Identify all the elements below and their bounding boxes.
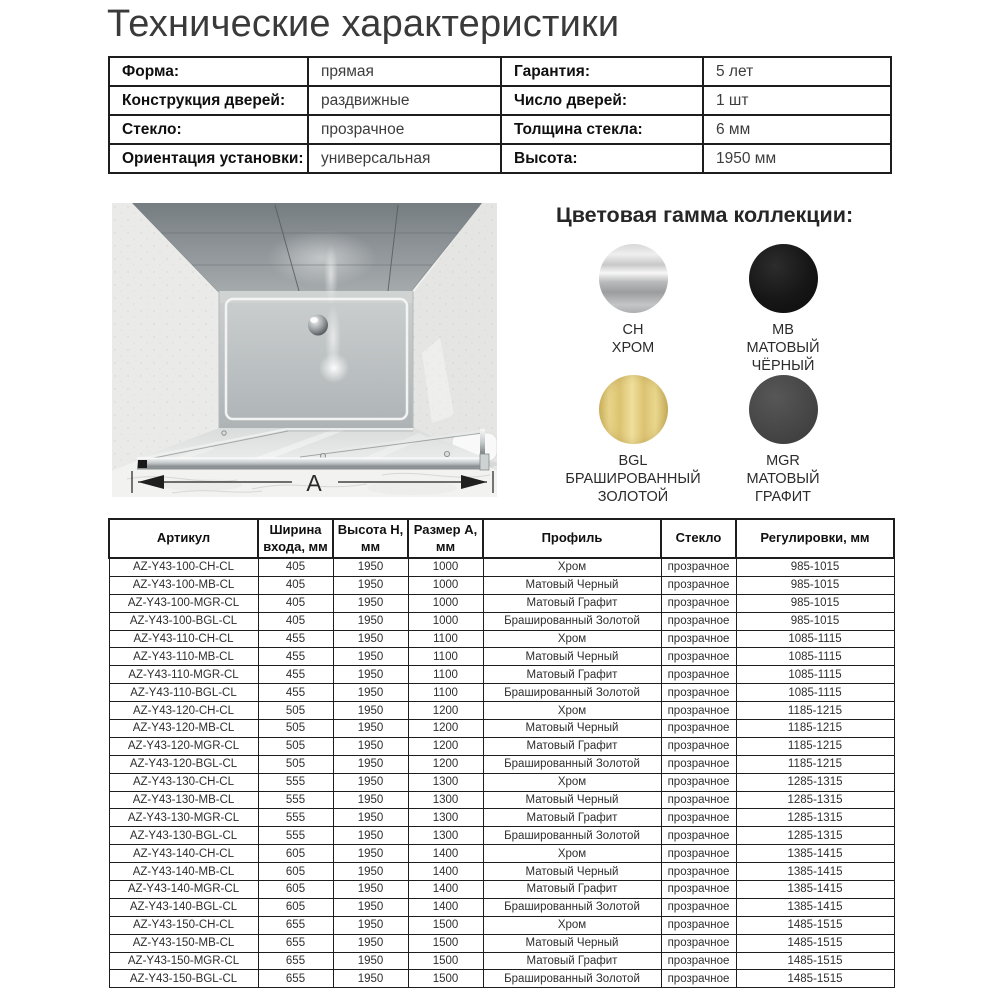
table-cell: 1485-1515 <box>736 952 894 970</box>
table-cell: 1950 <box>333 863 408 881</box>
table-cell: 1400 <box>408 898 483 916</box>
table-cell: прозрачное <box>661 863 736 881</box>
table-cell: прозрачное <box>661 666 736 684</box>
table-cell: 985-1015 <box>736 576 894 594</box>
table-row <box>109 916 894 934</box>
table-row <box>109 934 894 952</box>
table-cell: AZ-Y43-110-MGR-CL <box>109 666 258 684</box>
table-cell: 1485-1515 <box>736 970 894 988</box>
table-cell: прозрачное <box>661 934 736 952</box>
table-cell: 1950 <box>333 720 408 738</box>
header-cell: Высота H, мм <box>333 519 408 558</box>
spec-label-cell: Стекло: <box>109 115 308 144</box>
table-cell: прозрачное <box>661 791 736 809</box>
table-cell: AZ-Y43-150-BGL-CL <box>109 970 258 988</box>
table-cell: AZ-Y43-110-CH-CL <box>109 630 258 648</box>
table-cell: 1100 <box>408 684 483 702</box>
table-cell: 1000 <box>408 576 483 594</box>
table-row <box>109 612 894 630</box>
table-row <box>109 576 894 594</box>
table-cell: Матовый Черный <box>483 720 661 738</box>
table-cell: 985-1015 <box>736 612 894 630</box>
header-cell: Профиль <box>483 519 661 558</box>
table-cell: 1185-1215 <box>736 702 894 720</box>
swatch-name-line: БРАШИРОВАННЫЙ <box>565 471 701 487</box>
table-row <box>109 863 894 881</box>
table-cell: Матовый Графит <box>483 881 661 899</box>
table-cell: 1950 <box>333 594 408 612</box>
table-cell: 1385-1415 <box>736 863 894 881</box>
table-cell: Матовый Графит <box>483 666 661 684</box>
table-cell: Хром <box>483 702 661 720</box>
table-row <box>109 684 894 702</box>
table-cell: AZ-Y43-120-MGR-CL <box>109 737 258 755</box>
table-cell: 1950 <box>333 898 408 916</box>
spec-value-cell: универсальная <box>308 144 501 173</box>
spec-label-cell: Толщина стекла: <box>501 115 703 144</box>
table-cell: 1500 <box>408 952 483 970</box>
table-cell: 1950 <box>333 630 408 648</box>
table-cell: 1100 <box>408 648 483 666</box>
header-cell: Ширина входа, мм <box>258 519 333 558</box>
table-cell: 1000 <box>408 612 483 630</box>
table-cell: 555 <box>258 791 333 809</box>
table-row <box>109 755 894 773</box>
table-row <box>109 702 894 720</box>
table-cell: 655 <box>258 916 333 934</box>
table-row <box>109 594 894 612</box>
table-cell: 1950 <box>333 558 408 576</box>
spec-label-cell: Ориентация установки: <box>109 144 308 173</box>
table-cell: Матовый Черный <box>483 648 661 666</box>
spec-label-cell: Конструкция дверей: <box>109 86 308 115</box>
table-cell: прозрачное <box>661 881 736 899</box>
table-cell: Матовый Графит <box>483 809 661 827</box>
table-row <box>109 881 894 899</box>
table-cell: прозрачное <box>661 845 736 863</box>
table-cell: Матовый Черный <box>483 863 661 881</box>
spec-value-cell: прозрачное <box>308 115 501 144</box>
table-cell: AZ-Y43-110-BGL-CL <box>109 684 258 702</box>
table-cell: 605 <box>258 845 333 863</box>
table-cell: 655 <box>258 952 333 970</box>
table-cell: Брашированный Золотой <box>483 898 661 916</box>
table-row <box>109 898 894 916</box>
table-row <box>109 845 894 863</box>
color-swatch-MB <box>708 244 858 375</box>
table-cell: 1285-1315 <box>736 827 894 845</box>
table-cell: 1385-1415 <box>736 845 894 863</box>
table-cell: Матовый Черный <box>483 576 661 594</box>
table-cell: AZ-Y43-150-MGR-CL <box>109 952 258 970</box>
table-cell: AZ-Y43-120-BGL-CL <box>109 755 258 773</box>
table-cell: 1300 <box>408 809 483 827</box>
table-cell: 1950 <box>333 934 408 952</box>
table-cell: 655 <box>258 970 333 988</box>
table-cell: прозрачное <box>661 755 736 773</box>
table-cell: 1950 <box>333 881 408 899</box>
variants-table-header-row <box>109 519 894 558</box>
table-cell: Хром <box>483 845 661 863</box>
table-cell: 1100 <box>408 630 483 648</box>
table-cell: 1000 <box>408 594 483 612</box>
table-cell: 1100 <box>408 666 483 684</box>
table-cell: AZ-Y43-110-MB-CL <box>109 648 258 666</box>
table-cell: Брашированный Золотой <box>483 970 661 988</box>
spec-value-cell: 6 мм <box>703 115 891 144</box>
table-cell: 1950 <box>333 755 408 773</box>
color-swatch-MGR <box>708 375 858 506</box>
table-cell: 1500 <box>408 934 483 952</box>
table-cell: AZ-Y43-130-MGR-CL <box>109 809 258 827</box>
table-cell: Матовый Черный <box>483 791 661 809</box>
table-cell: 505 <box>258 755 333 773</box>
table-cell: 455 <box>258 630 333 648</box>
table-cell: прозрачное <box>661 630 736 648</box>
table-cell: 985-1015 <box>736 594 894 612</box>
table-cell: Матовый Графит <box>483 737 661 755</box>
table-cell: 1085-1115 <box>736 648 894 666</box>
spec-row <box>109 57 891 86</box>
table-cell: 1950 <box>333 809 408 827</box>
table-row <box>109 558 894 576</box>
table-cell: 605 <box>258 881 333 899</box>
table-cell: 1950 <box>333 702 408 720</box>
table-cell: AZ-Y43-100-BGL-CL <box>109 612 258 630</box>
table-cell: прозрачное <box>661 898 736 916</box>
table-cell: прозрачное <box>661 916 736 934</box>
table-cell: 1200 <box>408 755 483 773</box>
spec-row <box>109 115 891 144</box>
table-row <box>109 773 894 791</box>
spec-value-cell: 1 шт <box>703 86 891 115</box>
spec-value-cell: 1950 мм <box>703 144 891 173</box>
table-cell: 405 <box>258 612 333 630</box>
table-cell: Матовый Графит <box>483 594 661 612</box>
table-cell: 1085-1115 <box>736 630 894 648</box>
table-cell: 1200 <box>408 737 483 755</box>
color-swatch-circle-CH <box>599 244 668 313</box>
color-swatch-circle-MB <box>749 244 818 313</box>
table-cell: 1285-1315 <box>736 773 894 791</box>
table-cell: 1950 <box>333 576 408 594</box>
table-cell: AZ-Y43-100-MB-CL <box>109 576 258 594</box>
table-cell: прозрачное <box>661 594 736 612</box>
color-collection-section <box>556 203 900 506</box>
table-cell: 505 <box>258 702 333 720</box>
table-cell: AZ-Y43-100-CH-CL <box>109 558 258 576</box>
table-cell: AZ-Y43-130-MB-CL <box>109 791 258 809</box>
shower-top-view-image <box>112 203 497 497</box>
table-cell: 455 <box>258 666 333 684</box>
table-cell: 405 <box>258 576 333 594</box>
swatch-code-label: MGR <box>766 453 800 469</box>
table-cell: прозрачное <box>661 720 736 738</box>
swatch-name-line: МАТОВЫЙ <box>746 471 820 487</box>
table-cell: AZ-Y43-140-MB-CL <box>109 863 258 881</box>
table-cell: прозрачное <box>661 612 736 630</box>
table-cell: прозрачное <box>661 773 736 791</box>
table-cell: 1950 <box>333 845 408 863</box>
spec-value-cell: прямая <box>308 57 501 86</box>
table-cell: 1185-1215 <box>736 737 894 755</box>
table-cell: Брашированный Золотой <box>483 827 661 845</box>
dimension-label: A <box>306 470 322 496</box>
table-cell: AZ-Y43-120-MB-CL <box>109 720 258 738</box>
swatch-code-label: BGL <box>618 453 648 469</box>
table-row <box>109 630 894 648</box>
table-cell: прозрачное <box>661 952 736 970</box>
table-cell: 1500 <box>408 970 483 988</box>
table-cell: 1300 <box>408 773 483 791</box>
table-cell: 1950 <box>333 648 408 666</box>
table-row <box>109 827 894 845</box>
spec-value-cell: 5 лет <box>703 57 891 86</box>
table-cell: 1300 <box>408 827 483 845</box>
table-cell: прозрачное <box>661 970 736 988</box>
spec-table <box>108 56 892 174</box>
table-cell: Брашированный Золотой <box>483 684 661 702</box>
table-cell: 1400 <box>408 881 483 899</box>
swatch-code-label: CH <box>622 322 644 338</box>
table-cell: 1085-1115 <box>736 666 894 684</box>
table-cell: AZ-Y43-120-CH-CL <box>109 702 258 720</box>
table-cell: прозрачное <box>661 702 736 720</box>
spec-row <box>109 86 891 115</box>
table-cell: AZ-Y43-130-BGL-CL <box>109 827 258 845</box>
table-row <box>109 809 894 827</box>
table-row <box>109 952 894 970</box>
table-cell: Хром <box>483 773 661 791</box>
table-row <box>109 737 894 755</box>
table-cell: прозрачное <box>661 684 736 702</box>
table-cell: Брашированный Золотой <box>483 755 661 773</box>
table-cell: 1950 <box>333 666 408 684</box>
swatch-name-line: ХРОМ <box>611 340 655 356</box>
table-cell: 1385-1415 <box>736 898 894 916</box>
swatch-grid <box>558 244 900 506</box>
table-row <box>109 791 894 809</box>
table-row <box>109 666 894 684</box>
table-cell: 1185-1215 <box>736 720 894 738</box>
table-cell: AZ-Y43-150-CH-CL <box>109 916 258 934</box>
table-cell: 405 <box>258 558 333 576</box>
color-swatch-BGL <box>558 375 708 506</box>
table-cell: 405 <box>258 594 333 612</box>
table-cell: 1950 <box>333 773 408 791</box>
table-cell: AZ-Y43-140-BGL-CL <box>109 898 258 916</box>
table-cell: 1285-1315 <box>736 809 894 827</box>
table-cell: 1400 <box>408 863 483 881</box>
color-swatch-circle-MGR <box>749 375 818 444</box>
table-row <box>109 648 894 666</box>
table-cell: 1000 <box>408 558 483 576</box>
color-swatch-CH <box>558 244 708 375</box>
table-cell: 1200 <box>408 702 483 720</box>
table-cell: 605 <box>258 863 333 881</box>
table-cell: AZ-Y43-140-MGR-CL <box>109 881 258 899</box>
table-cell: 1950 <box>333 791 408 809</box>
table-cell: 1950 <box>333 970 408 988</box>
table-cell: 1950 <box>333 684 408 702</box>
table-cell: 1485-1515 <box>736 934 894 952</box>
table-cell: AZ-Y43-100-MGR-CL <box>109 594 258 612</box>
table-cell: 985-1015 <box>736 558 894 576</box>
table-cell: AZ-Y43-150-MB-CL <box>109 934 258 952</box>
table-cell: прозрачное <box>661 576 736 594</box>
product-render <box>112 203 497 497</box>
table-cell: 455 <box>258 648 333 666</box>
table-cell: 1950 <box>333 827 408 845</box>
color-collection-heading: Цветовая гамма коллекции: <box>556 203 854 227</box>
spec-label-cell: Гарантия: <box>501 57 703 86</box>
drain-icon <box>308 315 328 336</box>
spec-label-cell: Число дверей: <box>501 86 703 115</box>
swatch-name-line: МАТОВЫЙ <box>746 340 820 356</box>
spec-label-cell: Высота: <box>501 144 703 173</box>
swatch-name-line: ЗОЛОТОЙ <box>597 489 669 505</box>
table-cell: 1950 <box>333 916 408 934</box>
header-cell: Стекло <box>661 519 736 558</box>
table-cell: прозрачное <box>661 648 736 666</box>
table-cell: прозрачное <box>661 558 736 576</box>
swatch-code-label: MB <box>772 322 794 338</box>
table-cell: 1950 <box>333 612 408 630</box>
table-cell: 555 <box>258 827 333 845</box>
swatch-name-line: ЧЁРНЫЙ <box>751 358 815 374</box>
table-cell: 1950 <box>333 737 408 755</box>
table-cell: 1200 <box>408 720 483 738</box>
header-cell: Регулировки, мм <box>736 519 894 558</box>
table-cell: AZ-Y43-140-CH-CL <box>109 845 258 863</box>
table-cell: Хром <box>483 630 661 648</box>
table-row <box>109 720 894 738</box>
table-cell: 1400 <box>408 845 483 863</box>
table-cell: 455 <box>258 684 333 702</box>
table-row <box>109 970 894 988</box>
table-cell: 1500 <box>408 916 483 934</box>
table-cell: AZ-Y43-130-CH-CL <box>109 773 258 791</box>
table-cell: 1285-1315 <box>736 791 894 809</box>
table-cell: Матовый Черный <box>483 934 661 952</box>
table-cell: Брашированный Золотой <box>483 612 661 630</box>
table-cell: 555 <box>258 773 333 791</box>
table-cell: 505 <box>258 720 333 738</box>
table-cell: 655 <box>258 934 333 952</box>
table-cell: прозрачное <box>661 827 736 845</box>
table-cell: прозрачное <box>661 737 736 755</box>
table-cell: 1300 <box>408 791 483 809</box>
table-cell: 1950 <box>333 952 408 970</box>
table-cell: 555 <box>258 809 333 827</box>
spec-value-cell: раздвижные <box>308 86 501 115</box>
table-cell: прозрачное <box>661 809 736 827</box>
page-title: Технические характеристики <box>107 3 620 45</box>
table-cell: 605 <box>258 898 333 916</box>
table-cell: 505 <box>258 737 333 755</box>
header-cell: Размер A, мм <box>408 519 483 558</box>
header-cell: Артикул <box>109 519 258 558</box>
spec-row <box>109 144 891 173</box>
table-cell: 1485-1515 <box>736 916 894 934</box>
table-cell: 1385-1415 <box>736 881 894 899</box>
spec-label-cell: Форма: <box>109 57 308 86</box>
table-cell: Хром <box>483 916 661 934</box>
table-cell: Матовый Графит <box>483 952 661 970</box>
color-swatch-circle-BGL <box>599 375 668 444</box>
table-cell: Хром <box>483 558 661 576</box>
variants-table <box>108 518 895 988</box>
table-cell: 1085-1115 <box>736 684 894 702</box>
swatch-name-line: ГРАФИТ <box>754 489 812 505</box>
table-cell: 1185-1215 <box>736 755 894 773</box>
